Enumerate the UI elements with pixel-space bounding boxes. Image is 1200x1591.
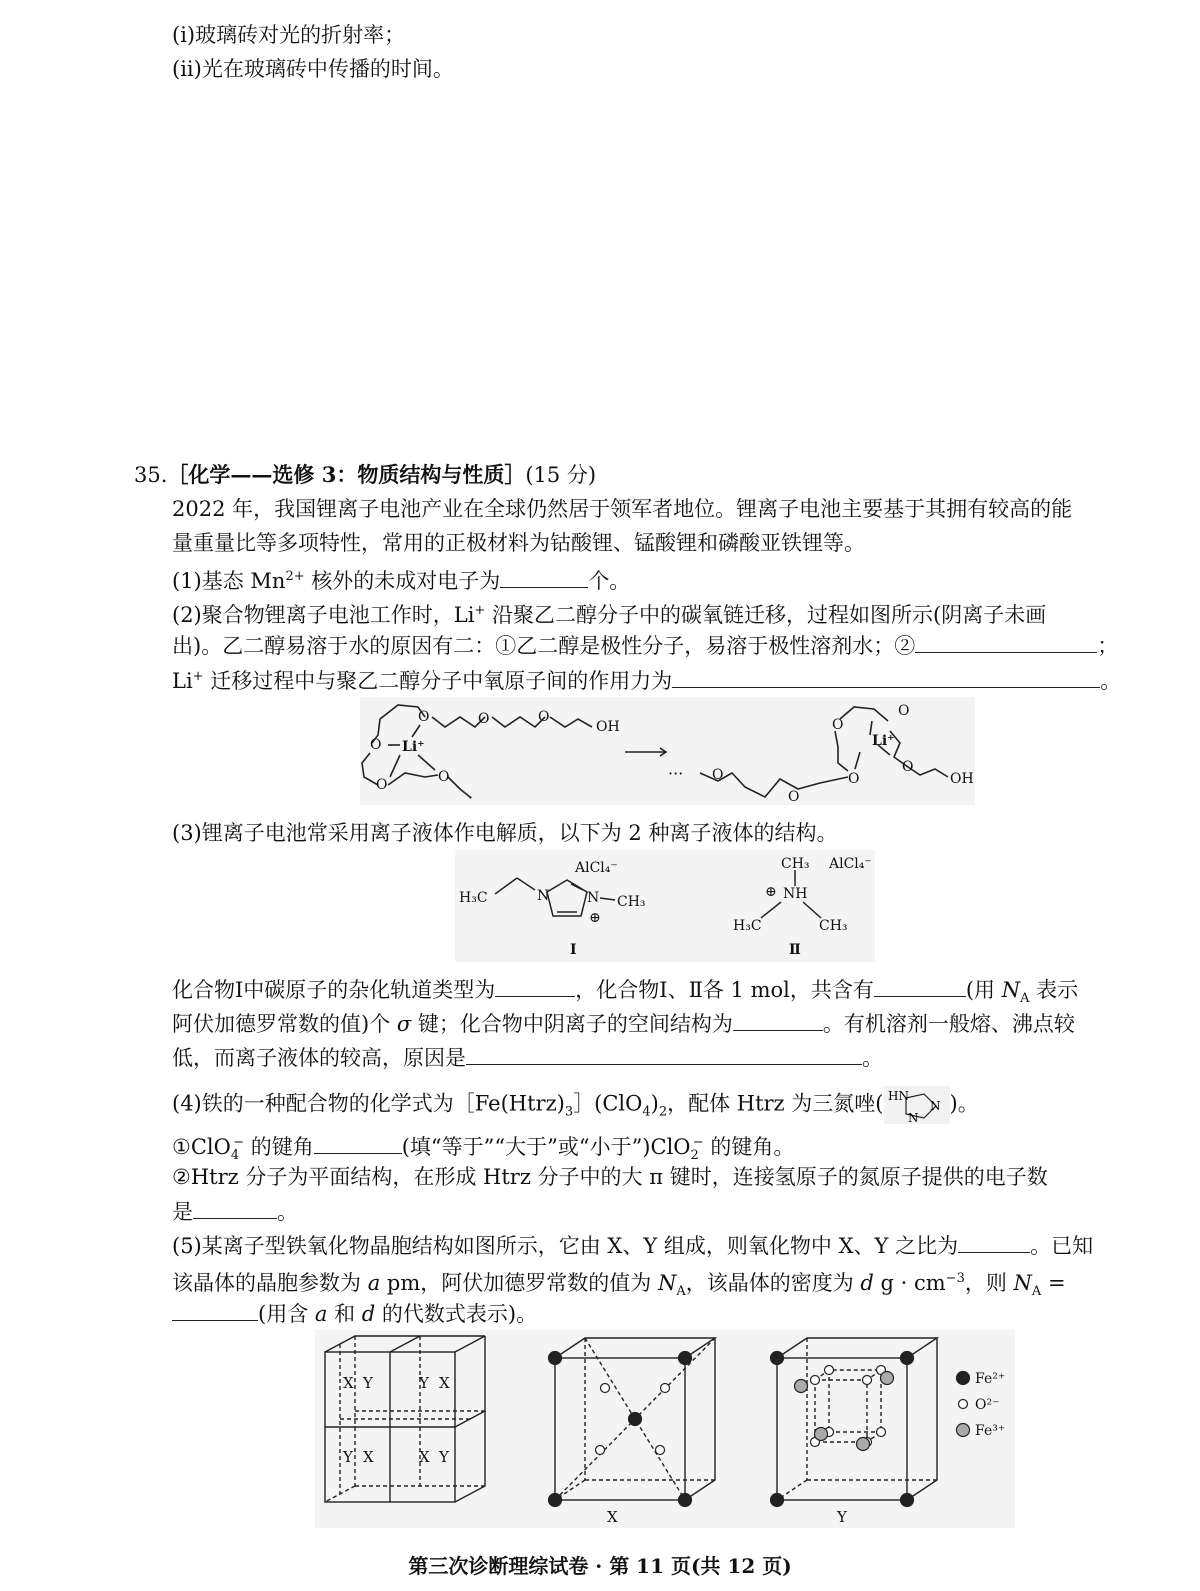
- part-3-line-1: (3)锂离子电池常采用离子液体作电解质，以下为 2 种离子液体的结构。: [172, 821, 838, 845]
- answer-blank[interactable]: [495, 976, 575, 997]
- sub-cell-y: Y: [439, 1448, 449, 1466]
- peg-o: O: [478, 711, 490, 727]
- answer-blank[interactable]: [958, 1232, 1030, 1253]
- anion-alcl4: AlCl₄⁻: [575, 860, 618, 876]
- q35-intro-1: 2022 年，我国锂离子电池产业在全球仍然居于领军者地位。锂离子电池主要基于其拥有较高的能: [172, 497, 1073, 521]
- svg-text:·: ·: [468, 788, 474, 805]
- compound-label-1: Ⅰ: [570, 942, 577, 958]
- part-4-line-4: 是 。: [172, 1200, 298, 1224]
- crystal-cell-figure: [315, 1330, 1015, 1528]
- part-5-line-3: (用含 a 和 d 的代数式表示)。: [172, 1300, 537, 1327]
- svg-text:⊕: ⊕: [765, 884, 777, 900]
- part-2-line-3: Li+ 迁移过程中与聚乙二醇分子中氧原子间的作用力为 。: [172, 669, 1122, 693]
- answer-blank[interactable]: [500, 567, 588, 588]
- part-4-line-2: ①ClO$_4$− 的键角 (填“等于”“大于”或“小于”)ClO$_2$− 的键角。: [172, 1135, 795, 1164]
- answer-blank[interactable]: [172, 1300, 258, 1321]
- part-3-line-3: 阿伏加德罗常数的值)个 σ 键；化合物中阴离子的空间结构为 。有机溶剂一般熔、沸点较: [172, 1012, 1075, 1036]
- peg-o: O: [418, 709, 430, 725]
- part-2-line-2: 出)。乙二醇易溶于水的原因有二：①乙二醇是极性分子，易溶于极性溶剂水；② ；: [172, 634, 1119, 658]
- ionic-liquid-figure: [455, 850, 875, 962]
- peg-o: O: [712, 767, 724, 783]
- answer-blank[interactable]: [915, 632, 1097, 653]
- methyl-group: CH₃: [819, 918, 848, 934]
- legend-fe2: Fe²⁺: [975, 1371, 1006, 1387]
- anion-alcl4: AlCl₄⁻: [829, 856, 872, 872]
- q35-heading: 35.［化学——选修 3：物质结构与性质］(15 分): [134, 462, 597, 487]
- answer-blank[interactable]: [733, 1010, 823, 1031]
- sub-cell-y: Y: [343, 1448, 353, 1466]
- methyl-group: H₃C: [459, 890, 488, 906]
- methyl-group: CH₃: [781, 856, 810, 872]
- svg-text:⊕: ⊕: [589, 910, 601, 926]
- li-ion-right: Li⁺: [872, 733, 895, 749]
- question-ii: (ii)光在玻璃砖中传播的时间。: [172, 57, 454, 81]
- peg-o: O: [376, 777, 388, 793]
- legend-o2: O²⁻: [975, 1397, 1000, 1413]
- sub-cell-x: X: [439, 1374, 450, 1392]
- part-4-line-3: ②Htrz 分子为平面结构，在形成 Htrz 分子中的大 π 键时，连接氢原子的氮原子提供的电子数: [172, 1165, 1048, 1189]
- peg-o: O: [898, 703, 910, 719]
- part-3-line-2: 化合物Ⅰ中碳原子的杂化轨道类型为 ，化合物Ⅰ、Ⅱ各 1 mol，共含有 (用 $N_A$ 表示: [172, 978, 1079, 1007]
- sub-cell-y: Y: [363, 1374, 373, 1392]
- sub-cell-x: X: [419, 1448, 430, 1466]
- peg-o: O: [902, 759, 914, 775]
- cell-x-label: X: [607, 1508, 618, 1526]
- peg-oh: OH: [950, 771, 974, 787]
- svg-text:HN: HN: [887, 1089, 909, 1103]
- peg-o: O: [370, 737, 382, 753]
- part-5-line-1: (5)某离子型铁氧化物晶胞结构如图所示，它由 X、Y 组成，则氧化物中 X、Y 之比为 。已知: [172, 1234, 1094, 1258]
- peg-o: O: [848, 771, 860, 787]
- peg-o: O: [538, 709, 550, 725]
- svg-text:N: N: [929, 1099, 940, 1113]
- q35-intro-2: 量重量比等多项特性，常用的正极材料为钴酸锂、锰酸锂和磷酸亚铁锂等。: [172, 531, 865, 555]
- methyl-group: H₃C: [733, 918, 762, 934]
- compound-label-2: Ⅱ: [789, 942, 801, 958]
- part-1: (1)基态 $Mn^{2+}$ 核外的未成对电子为 个。: [172, 569, 631, 593]
- page-footer: 第三次诊断理综试卷 · 第 11 页(共 12 页): [408, 1554, 792, 1578]
- answer-blank[interactable]: [314, 1133, 402, 1154]
- svg-text:···: ···: [668, 764, 684, 783]
- cell-y-label: Y: [837, 1508, 847, 1526]
- answer-blank[interactable]: [193, 1198, 277, 1219]
- sub-cell-x: X: [343, 1374, 354, 1392]
- ammonium-nh: NH: [783, 886, 808, 902]
- answer-blank[interactable]: [874, 976, 966, 997]
- peg-migration-figure: [360, 697, 975, 805]
- peg-oh: OH: [596, 719, 620, 735]
- answer-blank[interactable]: [466, 1044, 862, 1065]
- answer-blank[interactable]: [672, 667, 1100, 688]
- methyl-group: CH₃: [617, 894, 646, 910]
- part-2-line-1: (2)聚合物锂离子电池工作时，Li+ 沿聚乙二醇分子中的碳氧链迁移，过程如图所示(阴离子未画: [172, 603, 1047, 627]
- sub-cell-x: X: [363, 1448, 374, 1466]
- part-4-line-1: (4)铁的一种配合物的化学式为$[Fe(Htrz)_3](ClO_4)_2$，配体 Htrz 为三氮唑( HN N N )。: [172, 1086, 979, 1126]
- peg-o: O: [832, 717, 844, 733]
- peg-o: O: [788, 789, 800, 805]
- peg-o: O: [438, 769, 450, 785]
- legend-fe3: Fe³⁺: [975, 1423, 1006, 1439]
- li-ion-left: Li⁺: [402, 739, 425, 755]
- nitrogen-atom: N: [587, 890, 600, 906]
- triazole-structure-icon: [884, 1086, 950, 1124]
- question-i: (i)玻璃砖对光的折射率；: [172, 23, 406, 47]
- part-3-line-4: 低，而离子液体的较高，原因是 。: [172, 1046, 883, 1070]
- sub-cell-y: Y: [419, 1374, 429, 1392]
- svg-text:N: N: [907, 1111, 918, 1124]
- part-5-line-2: 该晶体的晶胞参数为 a pm，阿伏加德罗常数的值为 $N_A$，该晶体的密度为 d $g \cdot cm^{-3}$，则 $N_A$ =: [172, 1271, 1066, 1300]
- nitrogen-atom: N: [537, 888, 550, 904]
